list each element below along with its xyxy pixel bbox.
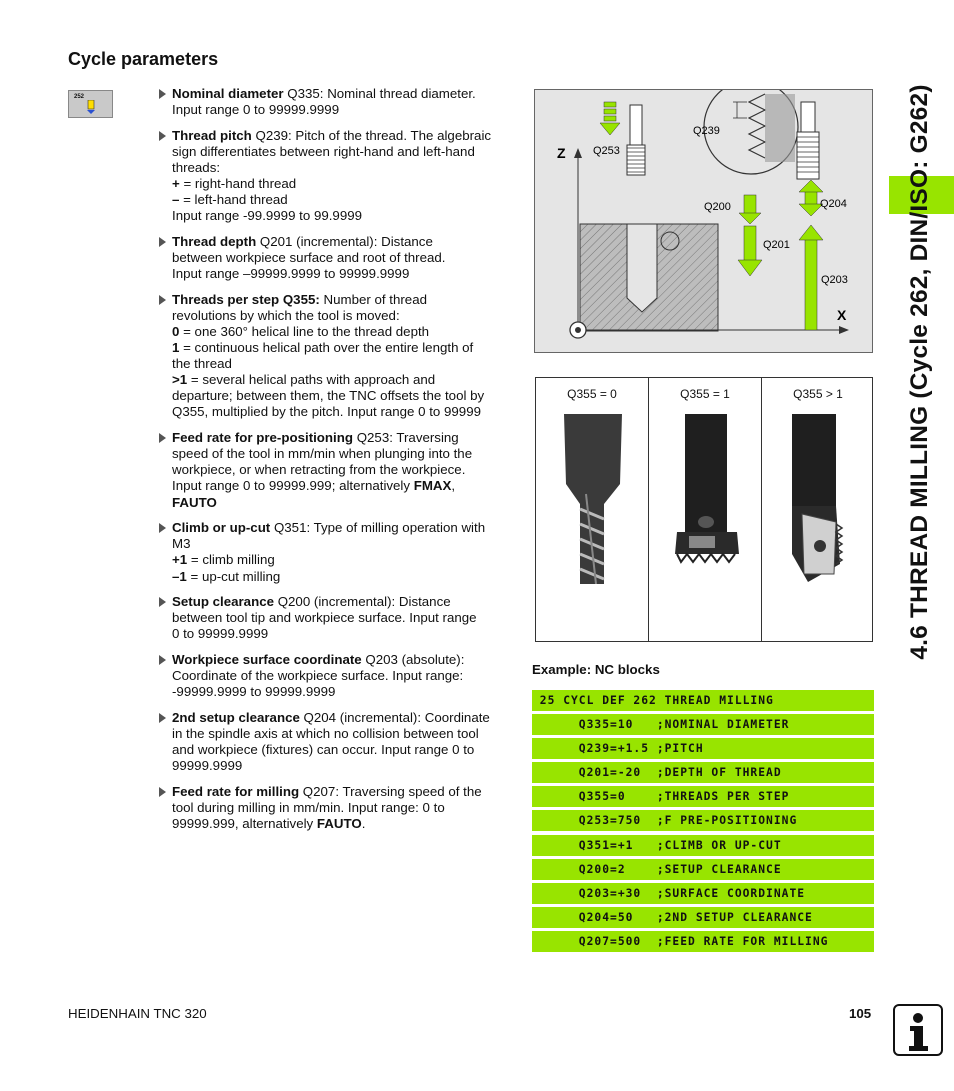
nc-block-line: 25 CYCL DEF 262 THREAD MILLING (532, 690, 874, 711)
parameter-item (159, 430, 515, 510)
option-text: departure; between them, the TNC offsets the tool by (172, 388, 485, 404)
parameter-text: Q204 (incremental): Coordinate (299, 709, 490, 725)
parameter-item (159, 292, 515, 421)
parameter-text: Q207: Traversing speed of the (299, 783, 482, 799)
parameter-option (172, 324, 515, 340)
parameter-item (159, 594, 515, 642)
option-value: 0 (172, 324, 180, 339)
parameter-name: Workpiece surface coordinate (172, 652, 362, 668)
parameter-keyword: FAUTO (316, 816, 362, 832)
single-thread-mill-image (667, 414, 747, 564)
bullet-arrow-icon (159, 131, 166, 141)
option-text: the thread (172, 356, 232, 372)
photo-cell-q355-gt1 (761, 378, 874, 641)
option-value: +1 (172, 552, 188, 568)
q253-label: Q253 (593, 145, 620, 157)
parameter-item (159, 710, 515, 774)
parameter-text: speed of the tool in mm/min when plunging into the (172, 446, 473, 462)
option-text: = up-cut milling (186, 568, 281, 584)
parameter-text: 99999.999, alternatively (172, 816, 317, 832)
option-text: = several helical paths with approach and (187, 372, 436, 388)
parameter-text: 0 to 99999.9999 (172, 626, 269, 642)
parameter-text: , (451, 478, 456, 494)
nc-block-line: Q335=10 ;NOMINAL DIAMETER (532, 714, 874, 735)
parameter-text: Q253: Traversing (353, 430, 459, 446)
parameter-option (172, 372, 515, 388)
q204-label: Q204 (820, 198, 847, 210)
parameter-name: 2nd setup clearance (172, 709, 300, 725)
nc-block-line: Q204=50 ;2ND SETUP CLEARANCE (532, 907, 874, 928)
nc-block-line: Q351=+1 ;CLIMB OR UP-CUT (532, 835, 874, 856)
tool-photos (535, 377, 873, 642)
nc-block-line: Q200=2 ;SETUP CLEARANCE (532, 859, 874, 880)
thread-milling-diagram (534, 89, 873, 353)
option-value: 1 (172, 340, 180, 356)
nc-block-line: Q207=500 ;FEED RATE FOR MILLING (532, 931, 874, 952)
q201-label: Q201 (763, 239, 790, 251)
parameter-item (159, 652, 515, 700)
parameter-option (172, 552, 515, 568)
parameter-text: threads: (172, 159, 221, 175)
parameter-name: Setup clearance (172, 594, 274, 610)
parameter-name: Feed rate for milling (172, 783, 300, 799)
parameter-option (172, 340, 515, 356)
parameter-text: tool during milling in mm/min. Input range: 0 to (172, 800, 445, 815)
parameter-text: Q203 (absolute): (361, 652, 465, 668)
parameter-text: revolutions by which the tool is moved: (172, 307, 400, 323)
parameter-list (159, 86, 515, 842)
nc-block-line: Q253=750 ;F PRE-POSITIONING (532, 810, 874, 831)
option-value: >1 (172, 372, 188, 388)
parameter-option (172, 569, 515, 585)
footer-product: HEIDENHAIN TNC 320 (68, 1006, 207, 1021)
parameter-text: Coordinate of the workpiece surface. Input range: (172, 668, 464, 684)
parameter-text: Q335: Nominal thread diameter. (283, 86, 476, 101)
photo-caption: Q355 > 1 (793, 387, 843, 401)
parameter-option (172, 176, 515, 192)
chapter-title: 4.6 THREAD MILLING (Cycle 262, DIN/ISO: G262) (906, 84, 933, 660)
parameter-item (159, 520, 515, 584)
parameter-text: Input range 0 to 99999.9999 (172, 102, 340, 118)
parameter-text: Q200 (incremental): Distance (274, 594, 451, 610)
cycle-softkey-icon (86, 100, 96, 114)
bullet-arrow-icon (159, 237, 166, 247)
q201-arrow (738, 226, 762, 276)
parameter-option (172, 208, 515, 224)
cycle-softkey (68, 90, 113, 118)
parameter-option (172, 388, 515, 404)
option-text: Input range -99.9999 to 99.9999 (172, 208, 363, 224)
parameter-option (172, 404, 515, 420)
option-text: = left-hand thread (179, 192, 288, 208)
parameter-text: M3 (172, 536, 191, 552)
bullet-arrow-icon (159, 597, 166, 607)
parameter-text: in the spindle axis at which no collision between tool (172, 726, 479, 742)
parameter-text: -99999.9999 to 99999.9999 (172, 684, 336, 700)
parameter-text: Q201 (incremental): Distance (256, 233, 433, 249)
photo-caption: Q355 = 1 (680, 387, 730, 401)
nc-block-line: Q239=+1.5 ;PITCH (532, 738, 874, 759)
q200-label: Q200 (704, 201, 731, 213)
parameter-item (159, 784, 515, 832)
nc-block-line: Q203=+30 ;SURFACE COORDINATE (532, 883, 874, 904)
thread-mill-right (797, 102, 819, 179)
bullet-arrow-icon (159, 89, 166, 99)
option-value: –1 (172, 568, 187, 584)
diagram-drawing (535, 90, 872, 352)
option-value: – (172, 192, 180, 208)
bullet-arrow-icon (159, 433, 166, 443)
parameter-item (159, 86, 515, 118)
parameter-text: . (361, 816, 366, 832)
parameter-name: Feed rate for pre-positioning (172, 430, 353, 446)
photo-caption: Q355 = 0 (567, 387, 617, 401)
photo-cell-q355-1 (648, 378, 761, 641)
parameter-name: Nominal diameter (172, 86, 284, 101)
parameter-text: Q239: Pitch of the thread. The algebraic (251, 127, 492, 143)
option-text: = continuous helical path over the entire length of (179, 340, 474, 356)
parameter-text: and workpiece (fixtures) can occur. Input range 0 to (172, 742, 475, 758)
parameter-text: sign differentiates between right-hand and left-hand (172, 143, 475, 159)
parameter-text: Number of thread (319, 291, 427, 307)
bore-hole (627, 224, 657, 312)
parameter-item (159, 128, 515, 225)
parameter-name: Climb or up-cut (172, 520, 271, 536)
option-text: = one 360° helical line to the thread depth (179, 324, 430, 339)
parameter-name: Thread pitch (172, 127, 252, 143)
thread-mill-left (627, 105, 645, 175)
parameter-keyword: FAUTO (172, 494, 217, 510)
nc-block-line: Q355=0 ;THREADS PER STEP (532, 786, 874, 807)
parameter-keyword: FMAX (413, 478, 452, 494)
softkey-label: 252 (74, 94, 85, 100)
option-text: = right-hand thread (179, 176, 297, 192)
q200-arrow (739, 195, 761, 224)
option-text: = climb milling (187, 552, 275, 568)
parameter-text: between tool tip and workpiece surface. Input range (172, 610, 477, 626)
multi-thread-mill-image (778, 414, 858, 582)
page-number: 105 (849, 1006, 872, 1021)
parameter-text: between workpiece surface and root of thread. (172, 250, 446, 266)
parameter-option (172, 192, 515, 208)
x-label: X (837, 307, 847, 323)
q203-arrow (799, 225, 823, 330)
photo-cell-q355-0 (536, 378, 648, 641)
q239-label: Q239 (693, 125, 720, 137)
parameter-text: Q351: Type of milling operation with (270, 520, 486, 536)
parameter-option (172, 356, 515, 372)
bullet-arrow-icon (159, 713, 166, 723)
parameter-item (159, 234, 515, 282)
z-label: Z (557, 145, 566, 161)
option-text: Q355, multiplied by the pitch. Input range 0 to 99999 (172, 404, 481, 420)
tap-tool-image (556, 414, 630, 584)
info-icon (893, 1004, 943, 1056)
q203-label: Q203 (821, 274, 848, 286)
parameter-name: Thread depth (172, 233, 257, 249)
bullet-arrow-icon (159, 295, 166, 305)
example-title: Example: NC blocks (532, 662, 660, 677)
q253-arrow (600, 102, 620, 135)
parameter-name: Threads per step Q355: (172, 291, 320, 307)
nc-block-line: Q201=-20 ;DEPTH OF THREAD (532, 762, 874, 783)
parameter-text: Input range –99999.9999 to 99999.9999 (172, 266, 410, 282)
bullet-arrow-icon (159, 523, 166, 533)
parameter-text: workpiece, or when retracting from the workpiece. (172, 462, 466, 478)
option-value: + (172, 176, 180, 192)
parameter-text: Input range 0 to 99999.999; alternatively (172, 478, 414, 494)
parameter-text: 99999.9999 (172, 758, 243, 774)
bullet-arrow-icon (159, 787, 166, 797)
section-title: Cycle parameters (68, 49, 219, 69)
bullet-arrow-icon (159, 655, 166, 665)
nc-program-listing (532, 690, 874, 955)
